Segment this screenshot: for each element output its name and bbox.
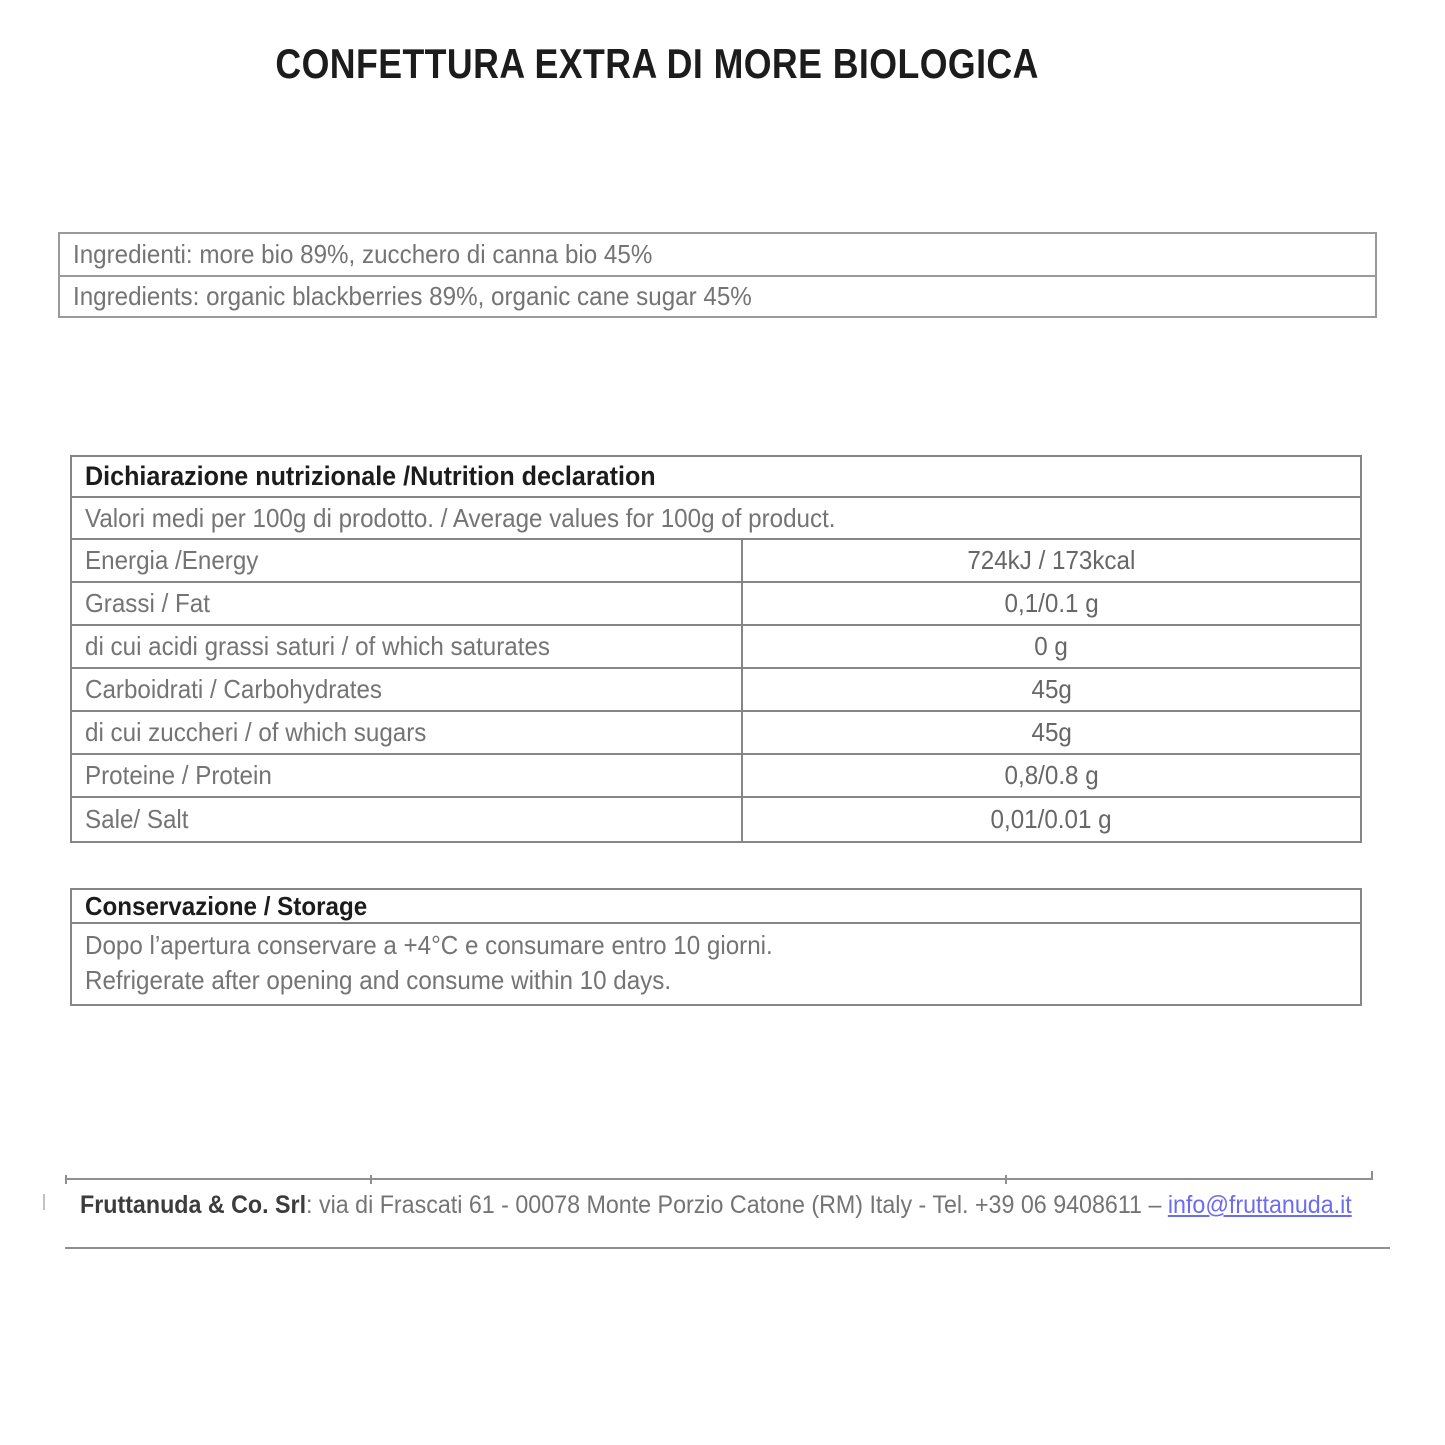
footer-rule-tick bbox=[1371, 1171, 1373, 1180]
table-row bbox=[72, 755, 1360, 798]
table-row bbox=[72, 669, 1360, 712]
table-row bbox=[72, 540, 1360, 583]
nutrient-label-text: di cui zuccheri / of which sugars bbox=[85, 717, 427, 747]
table-row bbox=[72, 583, 1360, 626]
nutrient-label-carbohydrates bbox=[72, 669, 743, 710]
footer-rule-tick bbox=[1005, 1175, 1007, 1184]
page-title: CONFETTURA EXTRA DI MORE BIOLOGICA bbox=[275, 40, 1039, 87]
email-link[interactable]: info@fruttanuda.it bbox=[1167, 1191, 1352, 1219]
storage-body bbox=[72, 924, 1360, 1004]
ingredients-row-italian bbox=[60, 234, 1375, 275]
company-address: : via di Frascati 61 - 00078 Monte Porzio Catone (RM) Italy - Tel. +39 06 9408611 – bbox=[306, 1191, 1168, 1219]
nutrition-subtitle: Valori medi per 100g di prodotto. / Average values for 100g of product. bbox=[85, 502, 836, 533]
company-name: Fruttanuda & Co. Srl bbox=[80, 1191, 307, 1219]
nutrient-value-fat bbox=[743, 583, 1360, 624]
nutrient-label-text: di cui acidi grassi saturi / of which saturates bbox=[85, 631, 550, 661]
nutrient-label-protein bbox=[72, 755, 743, 796]
nutrient-label-text: Carboidrati / Carbohydrates bbox=[85, 674, 383, 704]
nutrition-header-row bbox=[72, 457, 1360, 498]
ingredients-text-italian: Ingredienti: more bio 89%, zucchero di canna bio 45% bbox=[73, 239, 653, 269]
nutrient-label-energy bbox=[72, 540, 743, 581]
storage-box bbox=[70, 888, 1362, 1006]
nutrient-value-text: 0,8/0.8 g bbox=[1004, 760, 1099, 790]
storage-header: Conservazione / Storage bbox=[85, 890, 368, 921]
nutrient-value-carbohydrates bbox=[743, 669, 1360, 710]
title-block bbox=[0, 40, 1314, 88]
nutrition-header: Dichiarazione nutrizionale /Nutrition declaration bbox=[85, 461, 656, 491]
storage-line-text: Refrigerate after opening and consume within 10 days. bbox=[85, 965, 672, 995]
footer-rule-tick bbox=[370, 1175, 372, 1184]
footer-contact-line bbox=[80, 1191, 1445, 1220]
footer-left-tick bbox=[43, 1194, 45, 1210]
table-row bbox=[72, 712, 1360, 755]
nutrient-value-text: 0,1/0.1 g bbox=[1004, 588, 1099, 618]
nutrient-value-saturates bbox=[743, 626, 1360, 667]
nutrient-value-text: 0 g bbox=[1034, 631, 1069, 661]
footer-rule-tick bbox=[65, 1175, 67, 1184]
nutrient-label-text: Sale/ Salt bbox=[85, 804, 189, 834]
nutrient-label-salt bbox=[72, 798, 743, 841]
nutrient-value-text: 45g bbox=[1031, 717, 1072, 747]
nutrient-label-text: Proteine / Protein bbox=[85, 760, 272, 790]
nutrient-value-protein bbox=[743, 755, 1360, 796]
storage-line-text: Dopo l’apertura conservare a +4°C e consumare entro 10 giorni. bbox=[85, 930, 773, 960]
nutrient-value-text: 0,01/0.01 g bbox=[990, 804, 1113, 834]
nutrient-label-text: Grassi / Fat bbox=[85, 588, 210, 618]
nutrient-value-energy bbox=[743, 540, 1360, 581]
ingredients-box bbox=[58, 232, 1377, 318]
nutrient-label-sugars bbox=[72, 712, 743, 753]
table-row bbox=[72, 798, 1360, 841]
nutrient-value-salt bbox=[743, 798, 1360, 841]
footer-contact-text bbox=[80, 1191, 1352, 1220]
nutrient-value-text: 45g bbox=[1031, 674, 1072, 704]
nutrient-value-sugars bbox=[743, 712, 1360, 753]
nutrient-label-text: Energia /Energy bbox=[85, 545, 259, 575]
storage-line-english bbox=[85, 963, 1350, 998]
footer-top-rule bbox=[65, 1178, 1373, 1180]
table-row bbox=[72, 626, 1360, 669]
nutrition-table bbox=[70, 455, 1362, 843]
ingredients-text-english: Ingredients: organic blackberries 89%, organic cane sugar 45% bbox=[73, 281, 752, 311]
nutrition-subtitle-row bbox=[72, 498, 1360, 540]
nutrient-label-saturates bbox=[72, 626, 743, 667]
footer-bottom-rule bbox=[65, 1247, 1390, 1249]
nutrient-label-fat bbox=[72, 583, 743, 624]
ingredients-row-english bbox=[60, 275, 1375, 316]
nutrient-value-text: 724kJ / 173kcal bbox=[967, 545, 1136, 575]
storage-line-italian bbox=[85, 928, 1350, 963]
storage-header-row bbox=[72, 890, 1360, 924]
